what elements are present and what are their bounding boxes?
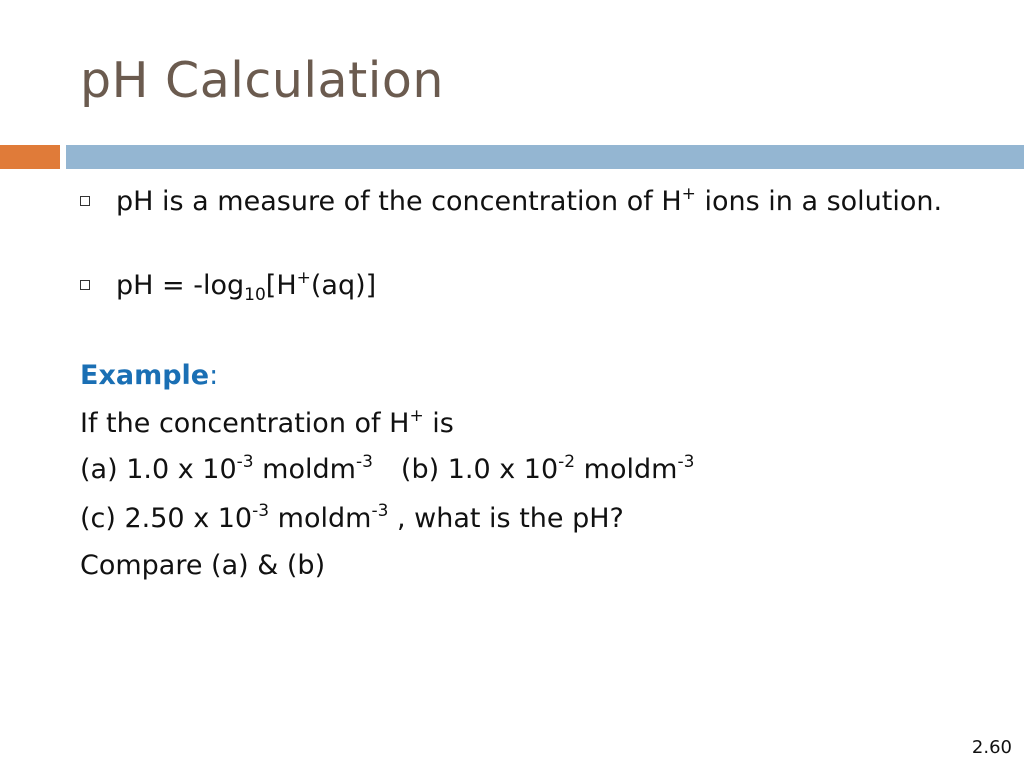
example-heading: Example: bbox=[80, 360, 219, 391]
example-line-3: (c) 2.50 x $10^{-3}$ moldm$^{-3}$ , what is the pH? bbox=[80, 501, 624, 534]
example-line-4: Compare (a) & (b) bbox=[80, 550, 326, 581]
accent-band-blue bbox=[66, 145, 1024, 169]
example-line-1: If the concentration of H+ is bbox=[80, 406, 454, 439]
square-bullet-icon bbox=[80, 280, 90, 290]
slide-number: 2.60 bbox=[971, 737, 1012, 758]
bullet-text: pH = $-\log_{10}[H^+(aq)]$ bbox=[116, 268, 377, 305]
accent-band-orange bbox=[0, 145, 60, 169]
slide-title: pH Calculation bbox=[80, 52, 444, 109]
square-bullet-icon bbox=[80, 196, 90, 206]
example-line-2: (a) 1.0 x $10^{-3}$ moldm$^{-3}$ (b) 1.0 x $10^{-2}$ moldm$^{-3}$ bbox=[80, 452, 695, 485]
bullet-text: pH is a measure of the concentration of H+ ions in a solution. bbox=[116, 184, 943, 217]
